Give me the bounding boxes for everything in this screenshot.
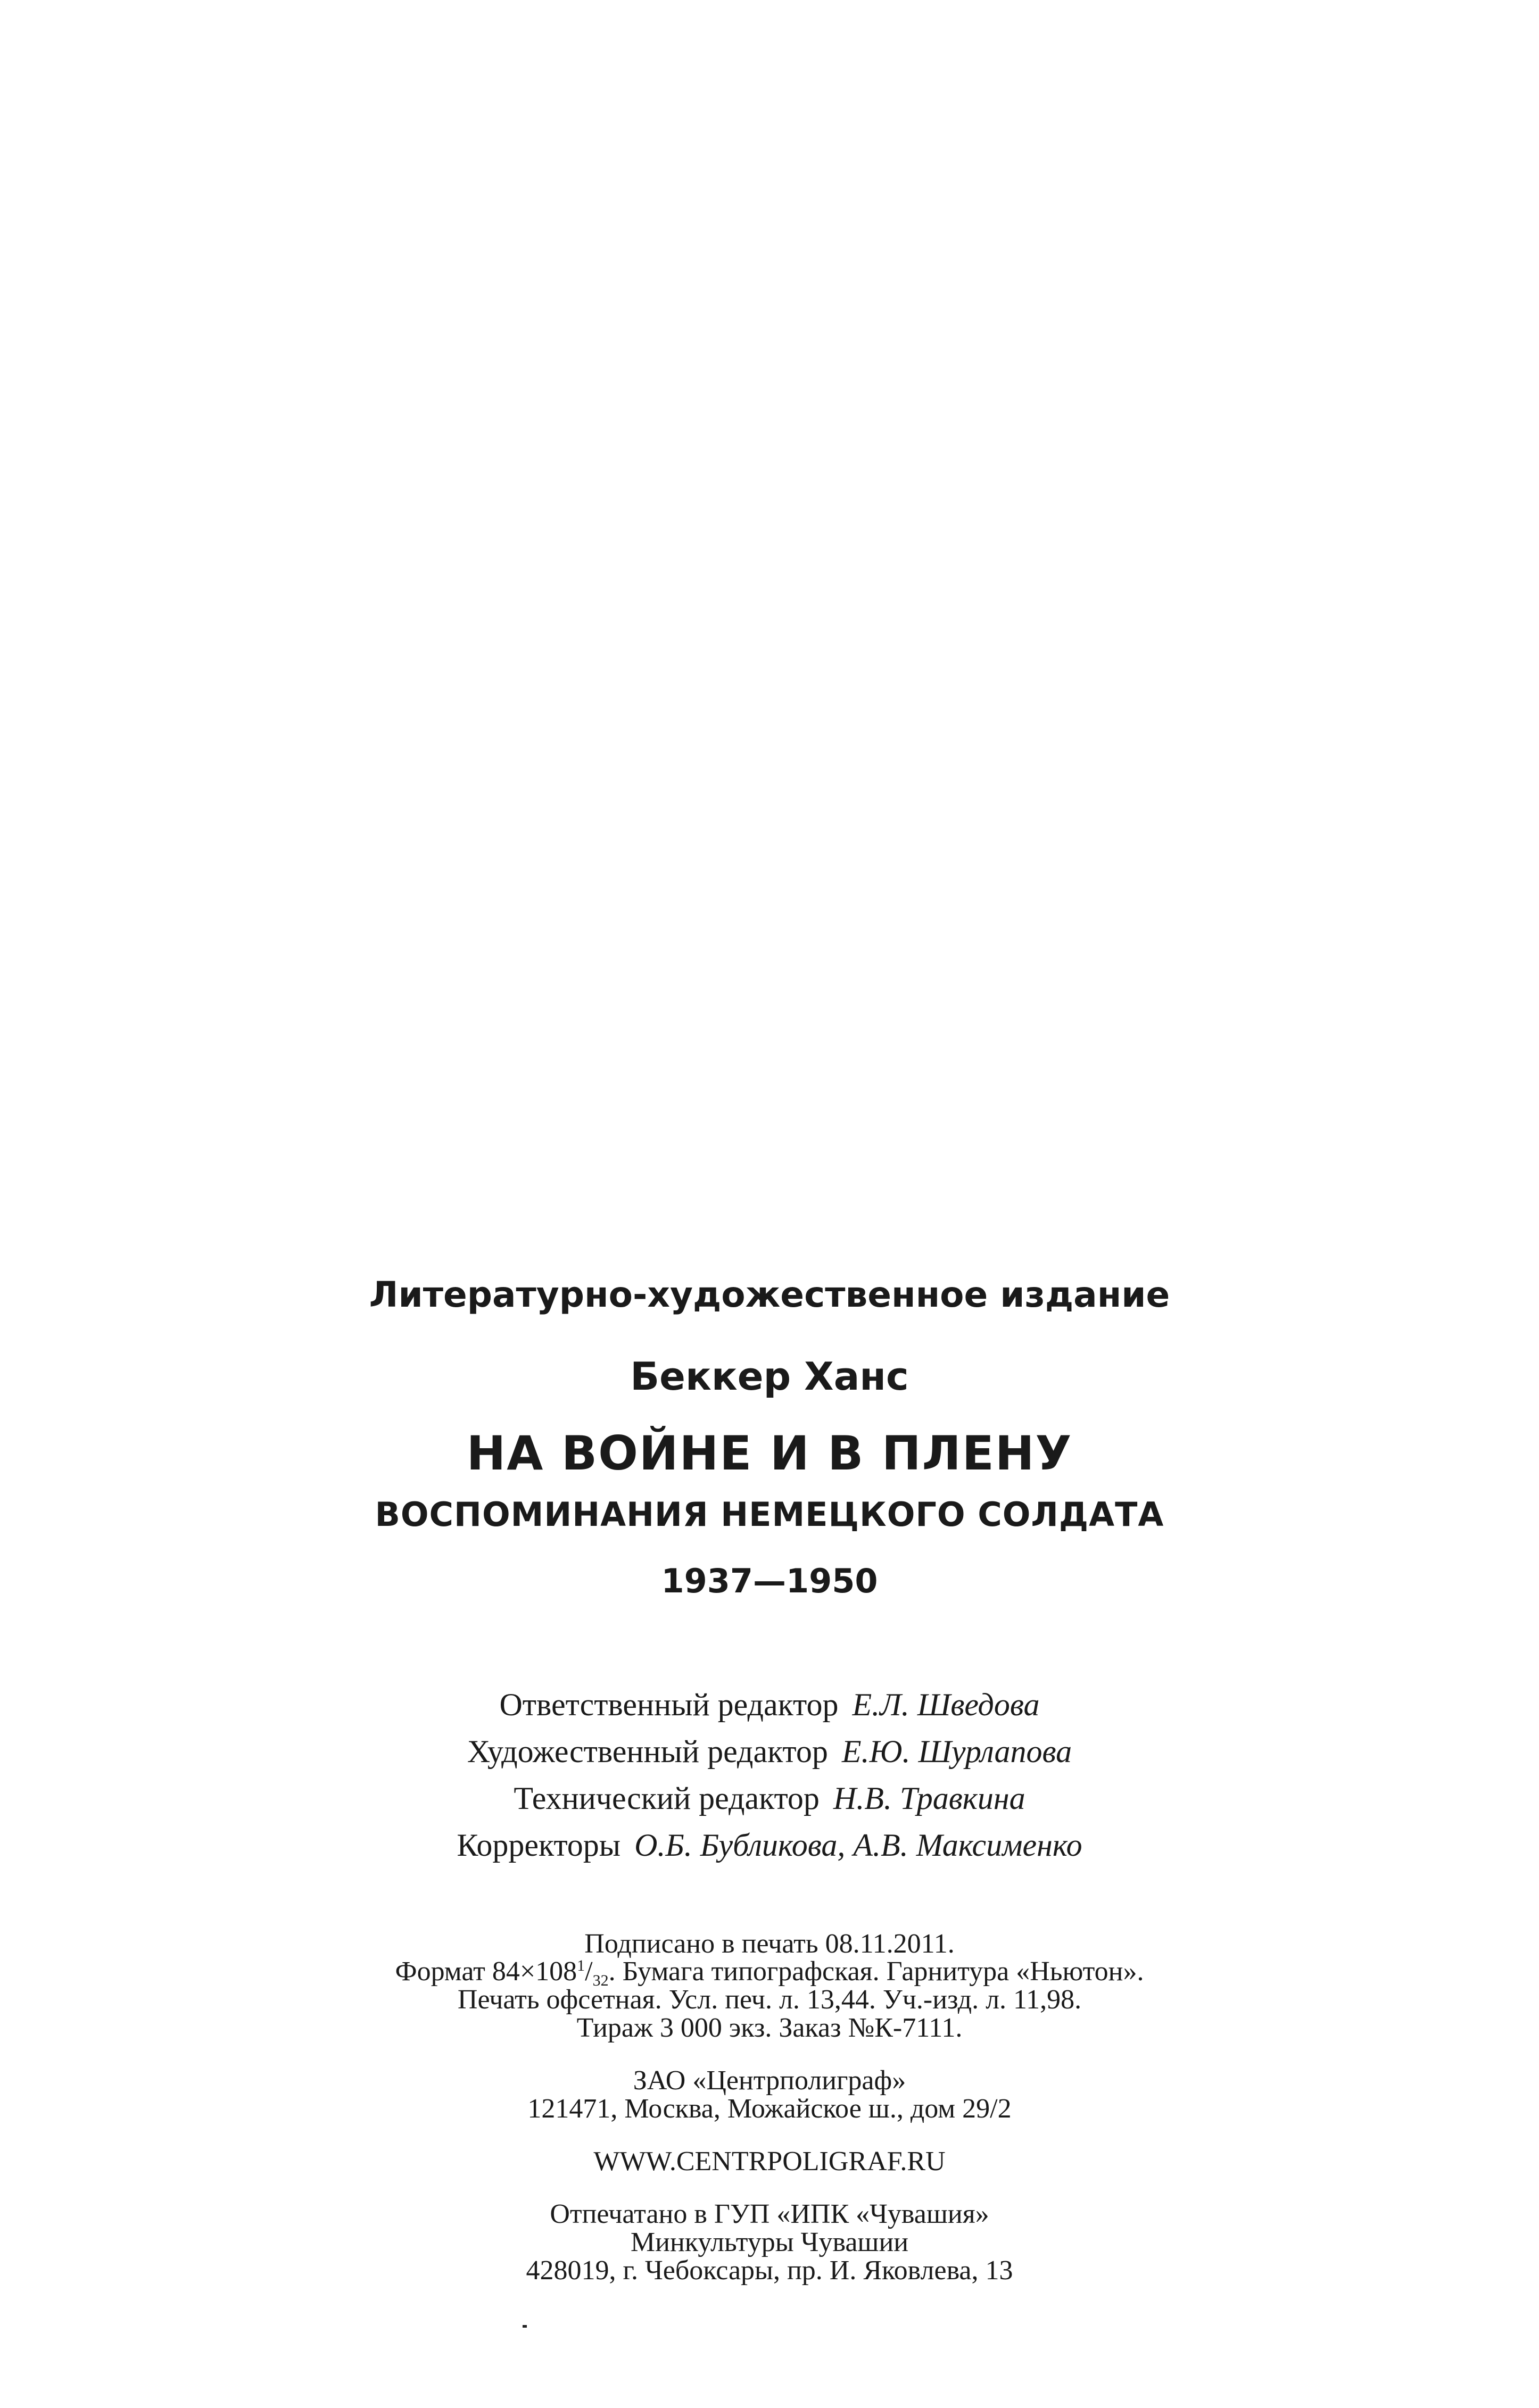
format-suffix: . Бумага типографская. Гарнитура «Ньютон». bbox=[608, 1956, 1144, 1987]
credit-line bbox=[0, 1780, 1539, 1817]
publisher-address: 121471, Москва, Можайское ш., дом 29/2 bbox=[527, 2094, 1012, 2124]
book-subtitle: ВОСПОМИНАНИЯ НЕМЕЦКОГО СОЛДАТА bbox=[375, 1495, 1164, 1534]
imprint-run-info: Тираж 3 000 экз. Заказ №К-7111. bbox=[576, 2013, 963, 2043]
credit-person: Е.Л. Шведова bbox=[852, 1687, 1040, 1722]
imprint-print-info: Печать офсетная. Усл. печ. л. 13,44. Уч.-изд. л. 11,98. bbox=[457, 1984, 1082, 2015]
credit-person: О.Б. Бубликова, А.В. Максименко bbox=[634, 1828, 1082, 1863]
credit-person: Е.Ю. Шурлапова bbox=[841, 1734, 1072, 1769]
printer-line-1: Отпечатано в ГУП «ИПК «Чувашия» bbox=[550, 2199, 989, 2229]
print-speck bbox=[523, 2325, 527, 2328]
book-title: НА ВОЙНЕ И В ПЛЕНУ bbox=[466, 1426, 1073, 1481]
author-name: Беккер Ханс bbox=[630, 1354, 909, 1399]
format-numerator: 1 bbox=[577, 1957, 585, 1974]
printer-line-2: Минкультуры Чувашии bbox=[630, 2227, 909, 2257]
credit-role: Технический редактор bbox=[514, 1781, 820, 1816]
printer-address: 428019, г. Чебоксары, пр. И. Яковлева, 13 bbox=[526, 2255, 1013, 2286]
edition-type: Литературно-художественное издание bbox=[369, 1274, 1170, 1315]
format-denominator: 32 bbox=[592, 1972, 609, 1989]
format-prefix: Формат 84×108 bbox=[395, 1956, 577, 1987]
credit-line bbox=[0, 1687, 1539, 1723]
credit-line bbox=[0, 1827, 1539, 1864]
imprint-format bbox=[0, 1956, 1539, 1989]
credit-line bbox=[0, 1733, 1539, 1770]
credit-role: Художественный редактор bbox=[467, 1734, 828, 1769]
credit-role: Ответственный редактор bbox=[499, 1687, 839, 1722]
book-years: 1937—1950 bbox=[661, 1562, 878, 1600]
format-slash: / bbox=[585, 1956, 593, 1987]
credit-person: Н.В. Травкина bbox=[833, 1781, 1025, 1816]
credit-role: Корректоры bbox=[457, 1828, 621, 1863]
publisher-name: ЗАО «Центрполиграф» bbox=[633, 2065, 906, 2096]
imprint-signed: Подписано в печать 08.11.2011. bbox=[584, 1929, 955, 1959]
publisher-website: WWW.CENTRPOLIGRAF.RU bbox=[593, 2146, 946, 2177]
